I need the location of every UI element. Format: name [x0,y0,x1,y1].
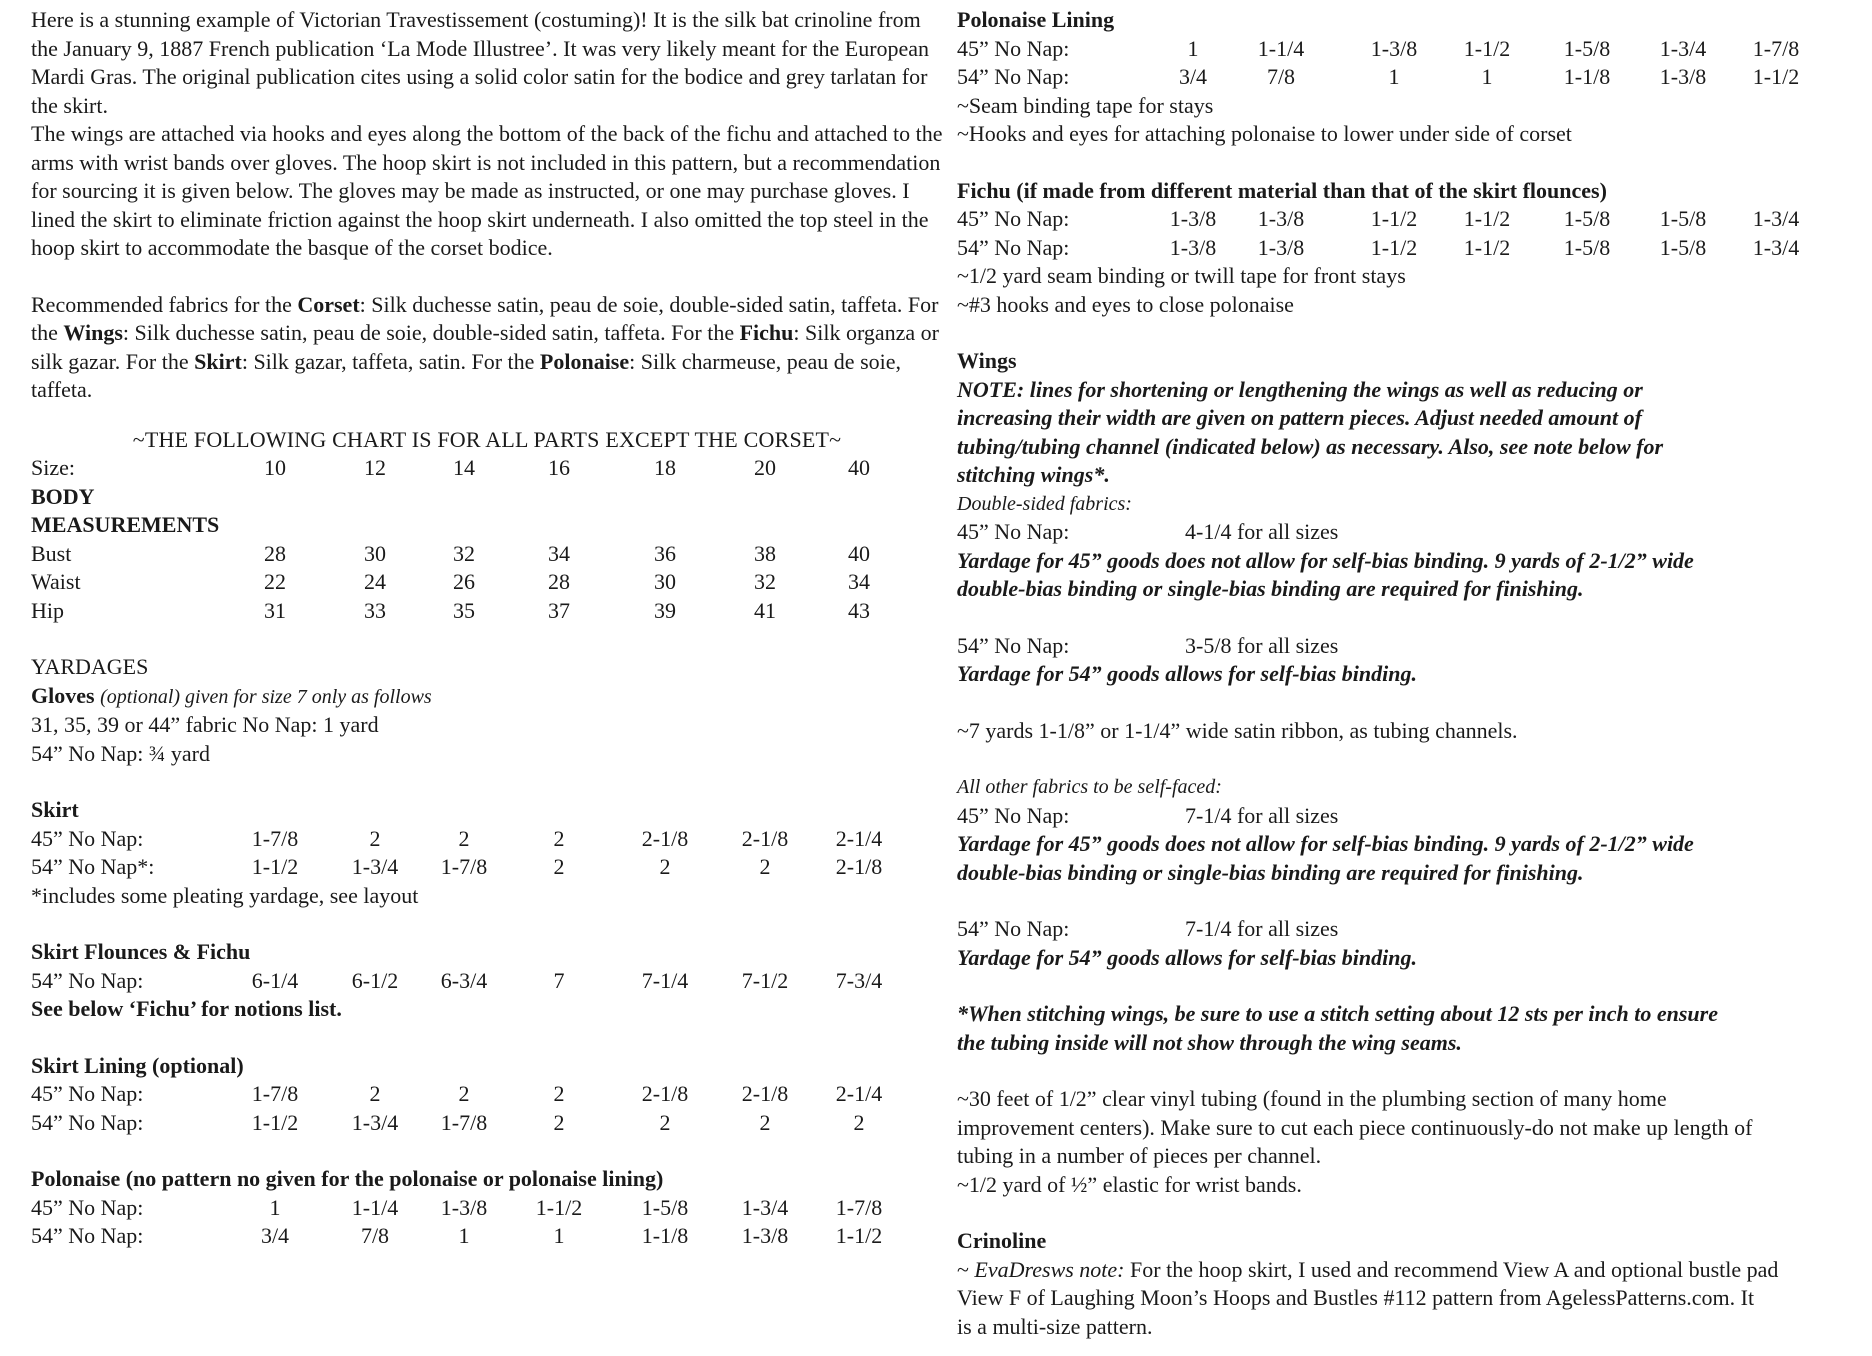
polonaise-lining-table [957,35,1862,92]
table-cell: 1-3/8 [1169,234,1217,260]
table-row [31,1222,943,1251]
table-cell: 2 [659,854,671,879]
table-cell: 16 [548,455,570,480]
table-cell: 1-1/2 [1370,234,1418,260]
table-cell: 2 [369,825,381,851]
table-cell: 35 [453,597,475,623]
row-label: 45” No Nap: [31,825,144,851]
fabrics-polonaise-text: : Silk charmeuse, peau de soie, taffeta. [31,348,902,402]
table-cell: 1-3/8 [1169,206,1217,231]
row-label: Bust [31,540,72,566]
table-cell: 28 [264,540,286,566]
polonaise-lining-title: Polonaise Lining [957,7,1115,32]
table-cell: 24 [364,569,386,594]
table-cell: 1-7/8 [1752,35,1800,61]
wings-of-45-label: 45” No Nap: [957,802,1070,828]
table-cell: 1 [458,1223,470,1248]
crinoline-note-label: EvaDresws note: [974,1256,1125,1282]
table-cell: 7/8 [360,1223,390,1248]
table-row [957,205,1862,234]
table-cell: 34 [848,569,870,594]
table-cell: 20 [754,455,776,480]
fabrics-lead: Recommended fabrics for the [31,291,298,317]
table-cell: 14 [453,455,475,480]
table-cell: 1-3/4 [1659,35,1707,61]
polonaise-title: Polonaise (no pattern no given for the polonaise or polonaise lining) [31,1166,664,1191]
fabrics-corset-label: Corset [297,291,360,317]
right-column [957,6,1862,1341]
table-row [957,35,1862,64]
table-cell: 2 [853,1109,865,1135]
wings-note-line-3: tubing/tubing channel (indicated below) as necessary. Also, see note below for [957,433,1664,459]
table-cell: 1-5/8 [1563,206,1611,231]
yardages-heading: YARDAGES [31,654,149,679]
table-cell: 2 [553,825,565,851]
table-cell: 1-1/2 [835,1223,883,1248]
wings-stitch-note-1: *When stitching wings, be sure to use a stitch setting about 12 sts per inch to ensure [957,1001,1718,1026]
wings-ds-54-note: Yardage for 54” goods allows for self-bias binding. [957,661,1418,686]
wings-ds-54-value: 3-5/8 for all sizes [1185,632,1339,658]
table-cell: 18 [654,455,676,480]
wings-of-45-note-2: double-bias binding or single-bias binding are required for finishing. [957,859,1584,885]
wings-of-54-row [957,915,1862,944]
gloves-line-1: 31, 35, 39 or 44” fabric No Nap: 1 yard [31,712,379,737]
table-cell: 38 [754,540,776,566]
row-label: Hip [31,597,64,623]
row-label: 45” No Nap: [957,206,1070,231]
table-cell: 2 [369,1081,381,1106]
table-cell: 7 [553,967,565,993]
table-cell: 1-1/2 [251,854,299,879]
table-cell: 1-1/2 [1463,35,1511,61]
body-measurements-heading: MEASUREMENTS [31,512,220,537]
wings-ds-45-row [957,518,1862,547]
table-cell: 10 [264,455,286,480]
gloves-note: (optional) given for size 7 only as follows [100,685,432,708]
row-label: 45” No Nap: [957,35,1070,61]
table-cell: 1-7/8 [440,1109,488,1135]
crinoline-line-1 [957,1256,1862,1285]
table-cell: 2-1/4 [835,825,883,851]
body-measurements-heading: BODY [31,483,95,509]
skirt-lining-table [31,1080,943,1137]
table-row [31,853,943,882]
table-cell: 26 [453,569,475,594]
wings-of-54-label: 54” No Nap: [957,916,1070,941]
gloves-line [31,682,943,712]
wings-note-line-2: increasing their width are given on pattern pieces. Adjust needed amount of [957,405,1642,430]
skirt-flounces-note: See below ‘Fichu’ for notions list. [31,996,342,1021]
table-cell: 41 [754,597,776,623]
left-column [31,6,943,1251]
row-label: Waist [31,569,81,594]
wings-title: Wings [957,348,1017,373]
wings-of-54-value: 7-1/4 for all sizes [1185,916,1339,941]
wings-ds-54-label: 54” No Nap: [957,632,1070,658]
table-cell: 3/4 [260,1223,290,1248]
table-cell: 7-1/2 [741,967,789,993]
row-label: 54” No Nap: [957,64,1070,89]
table-cell: 2-1/8 [835,854,883,879]
wings-tubing-3: tubing in a number of pieces per channel. [957,1143,1322,1168]
row-label: 54” No Nap: [31,1223,144,1248]
fabrics-polonaise-label: Polonaise [539,348,630,374]
table-cell: 1-1/2 [1752,64,1800,89]
table-cell: 2 [458,1081,470,1106]
table-cell: 30 [364,540,386,566]
table-cell: 31 [264,597,286,623]
table-cell: 1-5/8 [641,1194,689,1220]
table-cell: 28 [548,569,570,594]
table-cell: 6-1/2 [351,967,399,993]
table-cell: 34 [548,540,570,566]
table-row [31,967,943,996]
wings-of-45-value: 7-1/4 for all sizes [1185,802,1339,828]
wings-elastic: ~1/2 yard of ½” elastic for wrist bands. [957,1171,1302,1197]
table-cell: 1-1/2 [1463,206,1511,231]
table-cell: 32 [453,540,475,566]
gloves-line-2: 54” No Nap: ¾ yard [31,740,211,766]
table-cell: 6-3/4 [440,967,488,993]
table-cell: 2 [553,1109,565,1135]
wings-double-sided-label: Double-sided fabrics: [957,492,1132,515]
table-cell: 1-1/2 [1463,234,1511,260]
skirt-footnote: *includes some pleating yardage, see layout [31,882,419,908]
table-cell: 37 [548,597,570,623]
fichu-note-1: ~1/2 yard seam binding or twill tape for front stays [957,263,1406,288]
table-cell: 2-1/8 [741,1081,789,1106]
fabrics-wings-text: : Silk duchesse satin, peau de soie, double-sided satin, taffeta. For the [122,320,740,345]
crinoline-line-3: is a multi-size pattern. [957,1313,1153,1339]
crinoline-line-2: View F of Laughing Moon’s Hoops and Bustles #112 pattern from AgelessPatterns.com. It [957,1285,1755,1310]
table-cell: 2 [553,854,565,879]
table-row [31,1109,943,1138]
table-cell: 33 [364,597,386,623]
table-cell: 32 [754,569,776,594]
table-row [31,825,943,854]
table-cell: 1 [1481,64,1493,89]
table-cell: 1-3/8 [440,1194,488,1220]
polonaise-lining-note-2: ~Hooks and eyes for attaching polonaise to lower under side of corset [957,121,1572,146]
table-cell: 2 [458,825,470,851]
size-chart [31,454,943,625]
table-cell: 1-1/8 [1563,64,1611,89]
table-cell: 2 [759,854,771,879]
table-row [31,1080,943,1109]
measurement-row [31,568,943,597]
wings-ribbon: ~7 yards 1-1/8” or 1-1/4” wide satin ribbon, as tubing channels. [957,717,1518,743]
polonaise-lining-note-1: ~Seam binding tape for stays [957,92,1214,118]
fichu-table [957,205,1862,262]
table-cell: 1-5/8 [1563,35,1611,61]
fabrics-wings-label: Wings [63,320,123,345]
table-cell: 1-3/8 [741,1223,789,1248]
wings-tubing-2: improvement centers). Make sure to cut each piece continuously-do not make up length of [957,1114,1753,1140]
table-cell: 1-3/8 [1370,35,1418,61]
fabrics-corset-text: : Silk duchesse satin, peau de soie, double-sided satin, taffeta. For the [31,291,939,345]
table-cell: 1-5/8 [1659,206,1707,231]
crinoline-note-lead: ~ [957,1256,975,1282]
table-cell: 1-1/2 [251,1109,299,1135]
wings-note-line-4: stitching wings*. [957,462,1110,487]
table-cell: 36 [654,540,676,566]
intro-paragraph-2: The wings are attached via hooks and eyes along the bottom of the back of the fichu and attached to the arms with wrist bands over gloves. The hoop skirt is not included in this pattern, but a recommendation for sourcing it is given below. The gloves may be made as instructed, or one may purchase gloves. I lined the skirt to eliminate friction against the hoop skirt underneath. I also omitted the top steel in the hoop skirt to accommodate the basque of the corset bodice. [31,121,943,260]
table-cell: 1-7/8 [251,825,299,851]
table-cell: 1 [553,1223,565,1248]
row-label: 54” No Nap: [31,967,144,993]
table-cell: 1-3/8 [1659,64,1707,89]
skirt-flounces-title: Skirt Flounces & Fichu [31,939,251,964]
table-cell: 1-3/4 [1752,234,1800,260]
table-row [957,234,1862,263]
table-cell: 40 [848,540,870,566]
measurement-row [31,597,943,626]
table-row [957,63,1862,92]
table-cell: 1-1/8 [641,1223,689,1248]
table-cell: 1-3/4 [351,854,399,879]
table-cell: 1-7/8 [251,1081,299,1106]
gloves-title: Gloves [31,682,95,708]
wings-tubing-1: ~30 feet of 1/2” clear vinyl tubing (found in the plumbing section of many home [957,1086,1667,1111]
table-cell: 1 [1388,64,1400,89]
table-cell: 1-1/2 [1370,206,1418,231]
table-cell: 1-7/8 [835,1194,883,1220]
wings-ds-45-note-1: Yardage for 45” goods does not allow for self-bias binding. 9 yards of 2-1/2” wide [957,547,1694,573]
table-cell: 2-1/8 [641,1081,689,1106]
polonaise-table [31,1194,943,1251]
table-cell: 1 [1187,35,1199,61]
size-row [31,454,943,483]
table-cell: 1-1/4 [1257,35,1305,61]
table-cell: 40 [848,455,870,480]
row-label: 45” No Nap: [31,1081,144,1106]
wings-ds-54-row [957,632,1862,661]
wings-ds-45-note-2: double-bias binding or single-bias binding are required for finishing. [957,576,1584,601]
row-label: 54” No Nap*: [31,854,155,879]
table-cell: 2 [659,1109,671,1135]
intro-section [31,6,943,263]
wings-ds-45-value: 4-1/4 for all sizes [1185,519,1339,544]
table-cell: 2 [553,1081,565,1106]
skirt-table [31,825,943,882]
table-cell: 1-3/8 [1257,234,1305,260]
row-label: Size: [31,455,75,480]
row-label: 54” No Nap: [31,1109,144,1135]
table-cell: 3/4 [1178,64,1208,89]
skirt-lining-title: Skirt Lining (optional) [31,1052,244,1078]
table-cell: 6-1/4 [251,967,299,993]
table-cell: 7-3/4 [835,967,883,993]
intro-paragraph-1: Here is a stunning example of Victorian Travestissement (costuming)! It is the silk bat crinoline from the January 9, 1887 French publication ‘La Mode Illustree’. It was very likely meant for the European Mardi Gras. The original publication cites using a solid color satin for the bodice and grey tarlatan for the skirt. [31,7,930,118]
wings-other-fabrics-label: All other fabrics to be self-faced: [957,776,1222,798]
table-cell: 1-5/8 [1563,234,1611,260]
fabrics-skirt-text: : Silk gazar, taffeta, satin. For the [241,348,540,374]
fichu-title: Fichu (if made from different material than that of the skirt flounces) [957,177,1607,203]
wings-note-line-1: NOTE: lines for shortening or lengthening the wings as well as reducing or [957,376,1643,402]
table-cell: 2-1/8 [641,825,689,851]
chart-heading: ~THE FOLLOWING CHART IS FOR ALL PARTS EXCEPT THE CORSET~ [132,426,842,452]
fabrics-skirt-label: Skirt [194,348,242,374]
fichu-note-2: ~#3 hooks and eyes to close polonaise [957,291,1294,317]
row-label: 45” No Nap: [31,1194,144,1220]
table-cell: 30 [654,569,676,594]
table-cell: 12 [364,455,386,480]
crinoline-title: Crinoline [957,1228,1047,1253]
row-label: 54” No Nap: [957,234,1070,260]
table-cell: 43 [848,597,870,623]
table-cell: 1-1/2 [535,1194,583,1220]
wings-of-54-note: Yardage for 54” goods allows for self-bias binding. [957,944,1418,970]
table-cell: 1-7/8 [440,854,488,879]
wings-of-45-row [957,802,1862,831]
wings-stitch-note-2: the tubing inside will not show through the wing seams. [957,1029,1462,1055]
table-row [31,1194,943,1223]
table-cell: 7-1/4 [641,967,689,993]
wings-of-45-note-1: Yardage for 45” goods does not allow for self-bias binding. 9 yards of 2-1/2” wide [957,831,1694,856]
fabrics-fichu-text: : Silk organza or silk gazar. For the [31,320,940,374]
table-cell: 1-3/4 [1752,206,1800,231]
table-cell: 7/8 [1266,64,1296,89]
table-cell: 1-5/8 [1659,234,1707,260]
table-cell: 39 [654,597,676,623]
measurement-row [31,540,943,569]
table-cell: 2 [759,1109,771,1135]
wings-ds-45-label: 45” No Nap: [957,519,1070,544]
table-cell: 1-3/4 [351,1109,399,1135]
fabrics-fichu-label: Fichu [739,320,794,345]
table-cell: 2-1/8 [741,825,789,851]
table-cell: 1-3/8 [1257,206,1305,231]
skirt-flounces-table [31,967,943,996]
table-cell: 1-1/4 [351,1194,399,1220]
skirt-title: Skirt [31,797,79,822]
fabrics-paragraph [31,291,943,405]
table-cell: 1 [269,1194,281,1220]
table-cell: 22 [264,569,286,594]
table-cell: 1-3/4 [741,1194,789,1220]
table-cell: 2-1/4 [835,1081,883,1106]
crinoline-line-1-text: For the hoop skirt, I used and recommend View A and optional bustle pad [1124,1256,1779,1282]
